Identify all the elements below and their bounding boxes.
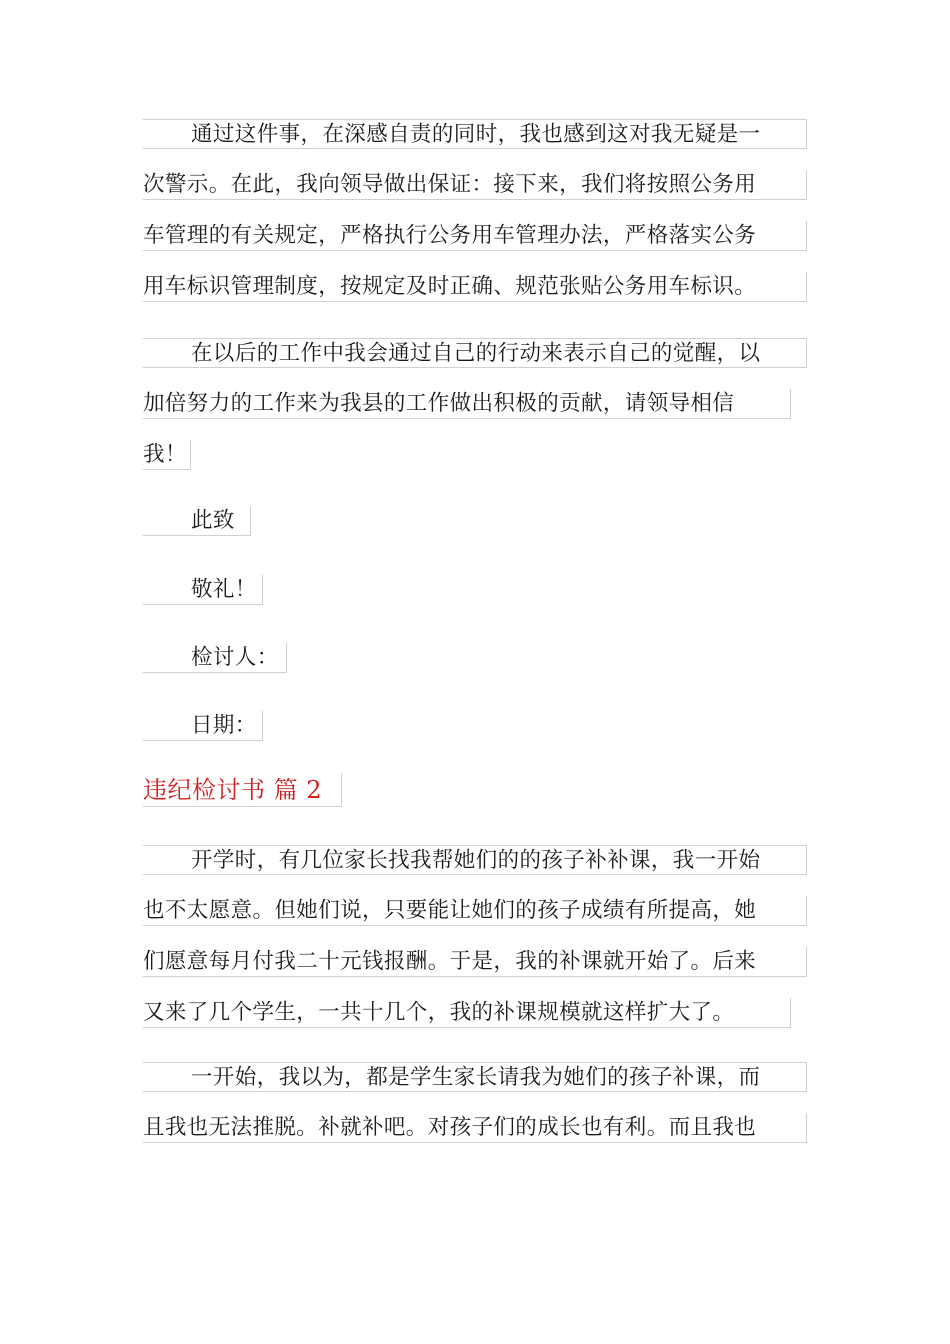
date-label: 日期： [143,711,263,741]
closing-regards: 敬礼！ [143,575,263,605]
paragraph-3-line-2: 也不太愿意。但她们说，只要能让她们的孩子成绩有所提高，她 [143,896,807,926]
paragraph-4-line-2: 且我也无法推脱。补就补吧。对孩子们的成长也有利。而且我也 [143,1113,807,1143]
paragraph-2-line-1: 在以后的工作中我会通过自己的行动来表示自己的觉醒，以 [143,338,807,368]
paragraph-1-line-1: 通过这件事，在深感自责的同时，我也感到这对我无疑是一 [143,119,807,149]
paragraph-1-line-4: 用车标识管理制度，按规定及时正确、规范张贴公务用车标识。 [143,272,807,302]
paragraph-3-line-3: 们愿意每月付我二十元钱报酬。于是，我的补课就开始了。后来 [143,947,807,977]
closing-salute: 此致 [143,506,251,536]
paragraph-1-line-2: 次警示。在此，我向领导做出保证：接下来，我们将按照公务用 [143,170,807,200]
paragraph-4-line-1: 一开始，我以为，都是学生家长请我为她们的孩子补课，而 [143,1062,807,1092]
paragraph-2-line-3: 我！ [143,440,191,470]
paragraph-2-line-2: 加倍努力的工作来为我县的工作做出积极的贡献，请领导相信 [143,389,791,419]
section-heading: 违纪检讨书 篇 2 [143,773,342,807]
paragraph-1-line-3: 车管理的有关规定，严格执行公务用车管理办法，严格落实公务 [143,221,807,251]
reviewer-label: 检讨人： [143,643,287,673]
paragraph-3-line-1: 开学时，有几位家长找我帮她们的的孩子补补课，我一开始 [143,845,807,875]
paragraph-3-line-4: 又来了几个学生，一共十几个，我的补课规模就这样扩大了。 [143,998,791,1028]
